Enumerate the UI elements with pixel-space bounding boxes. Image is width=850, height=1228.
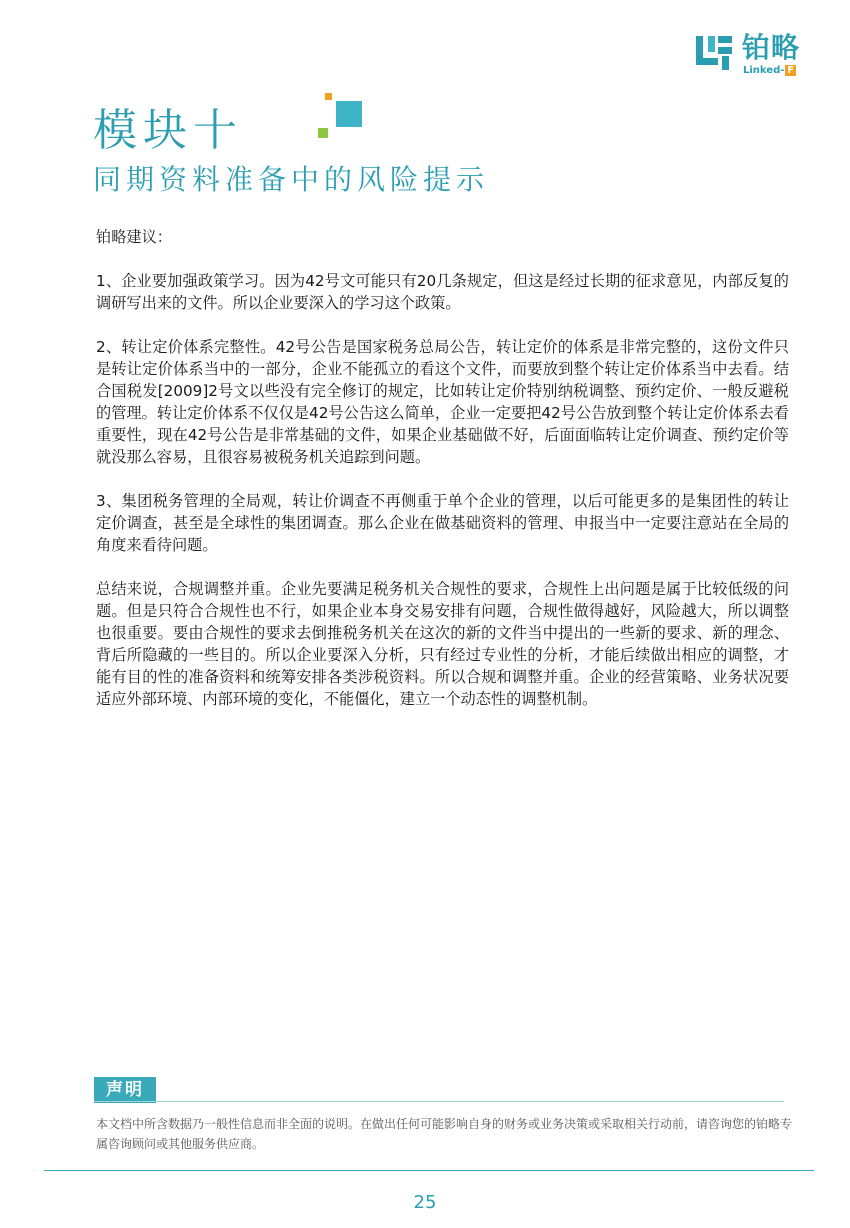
paragraph-2: 2、转让定价体系完整性。42号公告是国家税务总局公告，转让定价的体系是非常完整的，这份文件只是转让定价体系当中的一部分，企业不能孤立的看这个文件，而要放到整个转让定价体系当中去看。结合国税发[2009]2号文以些没有完全修订的规定，比如转让定价特别纳税调整、预约定价、一般反避税的管理。转让定价体系不仅仅是42号公告这么简单，企业一定要把42号公告放到整个转让定价体系去看重要性，现在42号公告是非常基础的文件，如果企业基础做不好，后面面临转让定价调查、预约定价等就没那么容易，且很容易被税务机关追踪到问题。 [96,338,789,466]
decorative-square-teal [336,101,362,127]
footer-divider [44,1170,814,1171]
paragraph-summary: 总结来说，合规调整并重。企业先要满足税务机关合规性的要求，合规性上出问题是属于比较低级的问题。但是只符合合规性也不行，如果企业本身交易安排有问题，合规性做得越好，风险越大，所以调整也很重要。要由合规性的要求去倒推税务机关在这次的新的文件当中提出的一些新的要求、新的理念、背后所隐藏的一些目的。所以企业要深入分析，只有经过专业性的分析，才能后续做出相应的调整，才能有目的性的准备资料和统筹安排各类涉税资料。所以合规和调整并重。企业的经营策略、业务状况要适应外部环境、内部环境的变化，不能僵化，建立一个动态性的调整机制。 [96,580,789,708]
intro-line: 铂略建议： [96,228,172,246]
body-content [96,226,789,732]
page-number: 25 [413,1192,437,1213]
module-title: 模块十 [93,105,243,156]
paragraph-1: 1、企业要加强政策学习。因为42号文可能只有20几条规定，但这是经过长期的征求意见，内部反复的调研写出来的文件。所以企业要深入的学习这个政策。 [96,272,789,312]
logo-chinese-name: 铂略 [742,31,801,64]
declaration-heading: 声明 [94,1077,156,1103]
module-subtitle: 同期资料准备中的风险提示 [93,163,490,196]
declaration-text: 本文档中所含数据乃一般性信息而非全面的说明。在做出任何可能影响自身的财务或业务决策或采取相关行动前，请咨询您的铂略专属咨询顾问或其他服务供应商。 [96,1117,793,1151]
decorative-square-green [318,128,328,138]
logo-english-name: Linked- F [743,65,795,76]
decorative-square-orange [325,93,332,100]
paragraph-3: 3、集团税务管理的全局观，转让价调查不再侧重于单个企业的管理，以后可能更多的是集团性的转让定价调查，甚至是全球性的集团调查。那么企业在做基础资料的管理、申报当中一定要注意站在全局的角度来看待问题。 [96,492,789,554]
declaration-divider [94,1101,784,1102]
brand-logo [694,31,814,76]
logo-mark-icon [694,34,734,72]
